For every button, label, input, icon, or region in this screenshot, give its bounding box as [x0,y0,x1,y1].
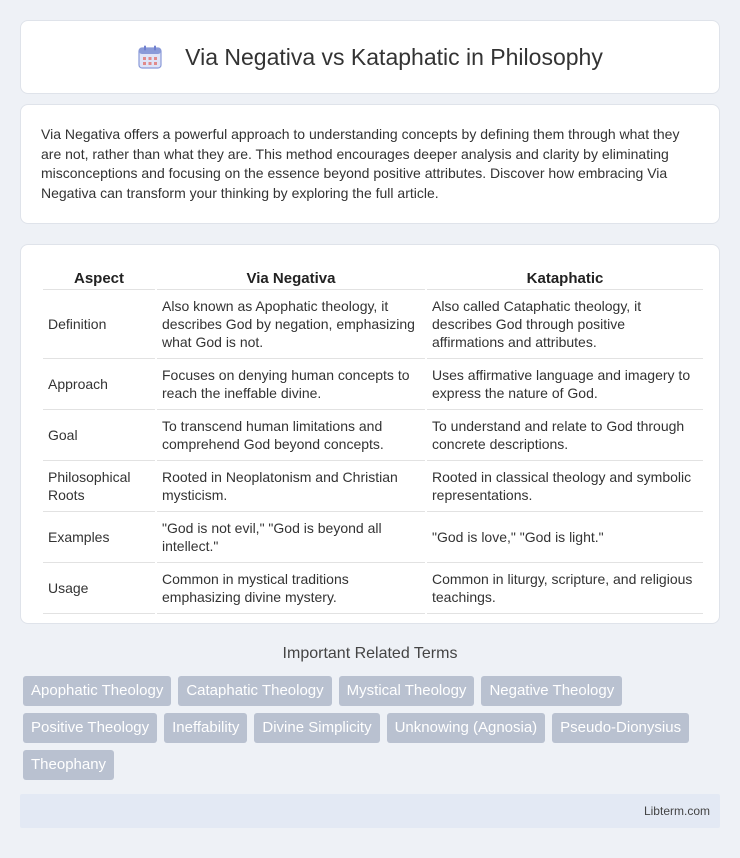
comparison-table [41,264,705,614]
kataphatic-cell: Rooted in classical theology and symbolic representations. [427,461,703,512]
aspect-cell: Examples [43,512,155,563]
related-terms-heading: Important Related Terms [282,645,458,662]
comparison-card [20,244,720,624]
table-row [43,290,703,359]
tag-divine-simplicity[interactable]: Divine Simplicity [254,713,379,743]
tag-unknowing-agnosia[interactable]: Unknowing (Agnosia) [387,713,546,743]
page-title: Via Negativa vs Kataphatic in Philosophy [185,43,603,70]
footer [20,794,720,828]
intro-card [20,104,720,224]
kataphatic-cell: "God is love," "God is light." [427,512,703,563]
calendar-icon [137,44,163,70]
title-card [20,20,720,94]
table-row [43,461,703,512]
aspect-cell: Definition [43,290,155,359]
tag-mystical-theology[interactable]: Mystical Theology [339,676,475,706]
via-negativa-cell: To transcend human limitations and comprehend God beyond concepts. [157,410,425,461]
related-terms-list [23,676,723,787]
via-negativa-cell: "God is not evil," "God is beyond all intellect." [157,512,425,563]
tag-theophany[interactable]: Theophany [23,750,114,780]
intro-text: Via Negativa offers a powerful approach to understanding concepts by defining them through what they are not, rather than what they are. This method encourages deeper analysis and clarity by eliminating misconceptions and focusing on the essence beyond positive attributes. Discover how embracing Via Negativa can transform your thinking by exploring the full article. [41,126,680,201]
via-negativa-cell: Focuses on denying human concepts to reach the ineffable divine. [157,359,425,410]
header-via-negativa: Via Negativa [157,264,425,290]
via-negativa-cell: Rooted in Neoplatonism and Christian mysticism. [157,461,425,512]
table-row [43,410,703,461]
via-negativa-cell: Common in mystical traditions emphasizing divine mystery. [157,563,425,614]
table-header-row [43,264,703,290]
kataphatic-cell: To understand and relate to God through concrete descriptions. [427,410,703,461]
footer-brand-link[interactable]: Libterm.com [643,804,710,818]
table-row [43,563,703,614]
table-row [43,359,703,410]
aspect-cell: Goal [43,410,155,461]
tag-pseudo-dionysius[interactable]: Pseudo-Dionysius [552,713,689,743]
tag-apophatic-theology[interactable]: Apophatic Theology [23,676,171,706]
table-row [43,512,703,563]
aspect-cell: Usage [43,563,155,614]
tag-positive-theology[interactable]: Positive Theology [23,713,157,743]
tag-cataphatic-theology[interactable]: Cataphatic Theology [178,676,331,706]
header-aspect: Aspect [43,264,155,290]
via-negativa-cell: Also known as Apophatic theology, it describes God by negation, emphasizing what God is not. [157,290,425,359]
header-kataphatic: Kataphatic [427,264,703,290]
kataphatic-cell: Uses affirmative language and imagery to express the nature of God. [427,359,703,410]
aspect-cell: Approach [43,359,155,410]
tag-negative-theology[interactable]: Negative Theology [481,676,622,706]
tag-ineffability[interactable]: Ineffability [164,713,247,743]
kataphatic-cell: Also called Cataphatic theology, it describes God through positive affirmations and attributes. [427,290,703,359]
kataphatic-cell: Common in liturgy, scripture, and religious teachings. [427,563,703,614]
aspect-cell: Philosophical Roots [43,461,155,512]
